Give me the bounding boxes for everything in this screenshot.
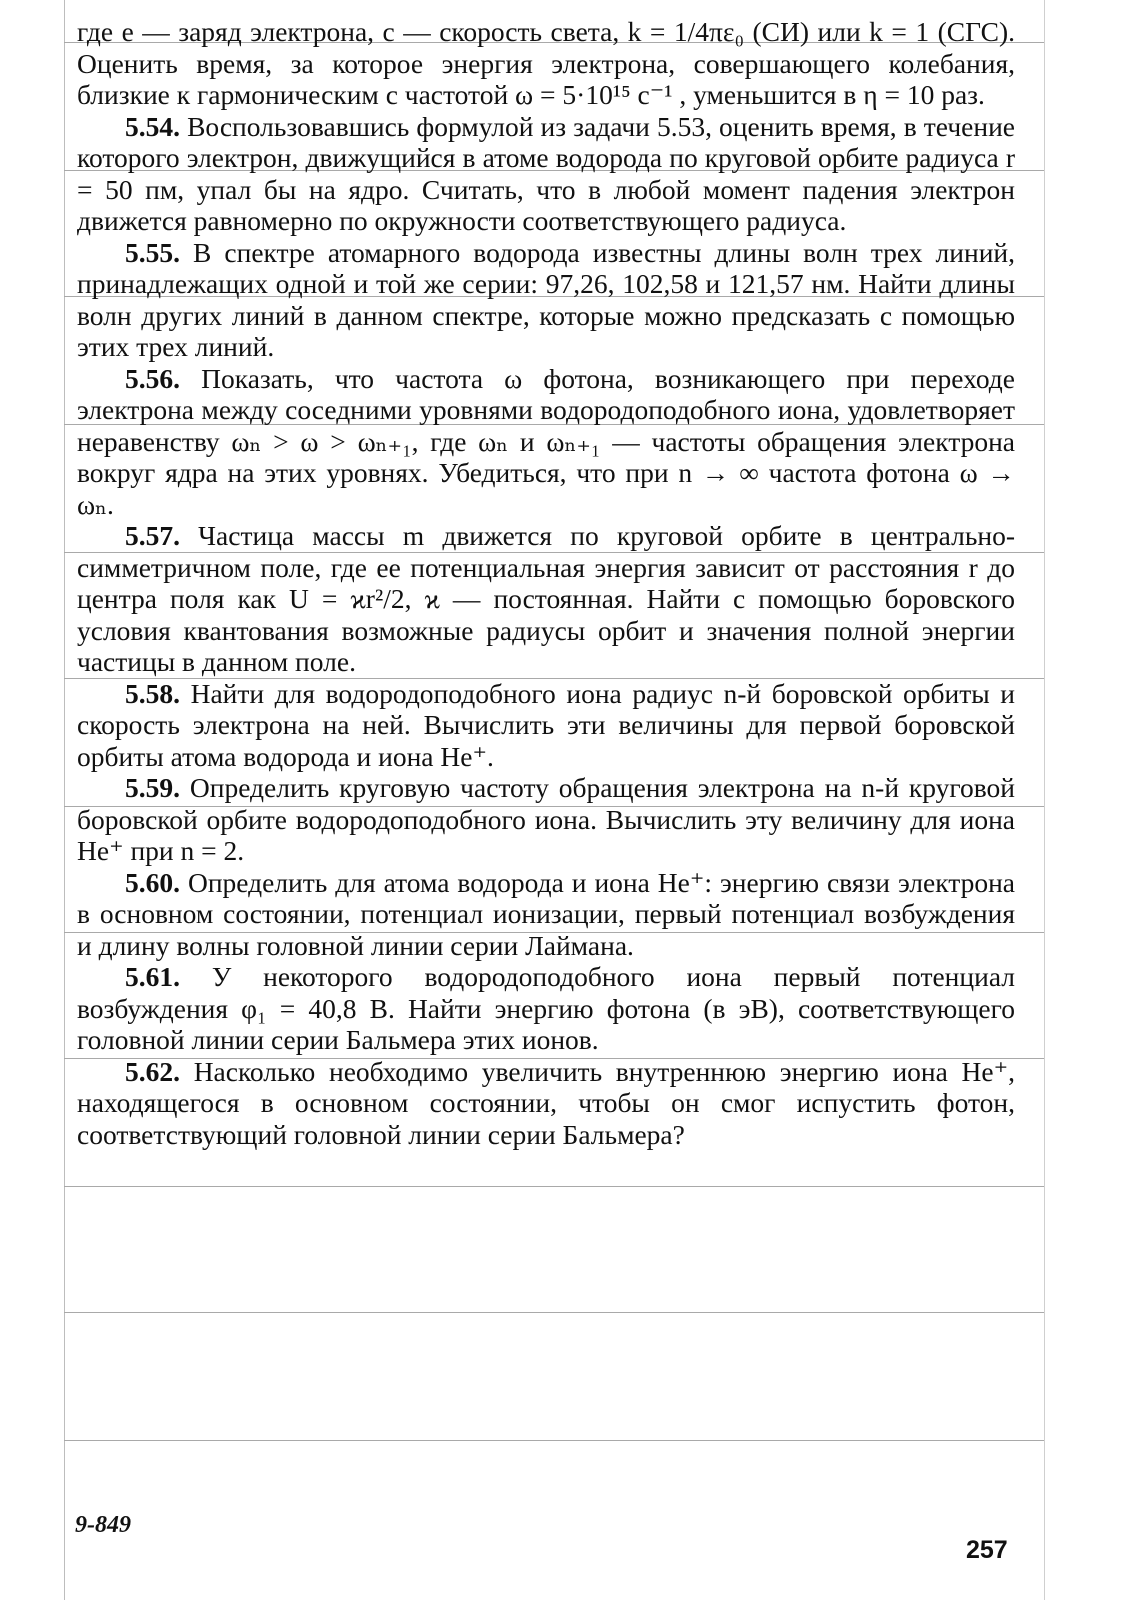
problem-text: Показать, что частота ω фотона, возникающего при переходе электрона между соседними уровнями водородоподобного иона, удовлетворяет неравенству ωₙ > ω > ωₙ₊₁, где ωₙ и ωₙ₊₁ — частоты обращения электрона вокруг ядра на этих уровнях. Убедиться, что при n → ∞ частота фотона ω → ωₙ. bbox=[77, 362, 1016, 520]
problem-text: Определить для атома водорода и иона He⁺: энергию связи электрона в основном состоянии, потенциал ионизации, первый потенциал возбуждения и длину волны головной линии серии Лаймана. bbox=[77, 866, 1015, 961]
page-right-edge bbox=[1044, 0, 1045, 1600]
problem-paragraph bbox=[77, 363, 1015, 521]
problem-text: В спектре атомарного водорода известны длины волн трех линий, принадлежащих одной и той же серии: 97,26, 102,58 и 121,57 нм. Найти длины волн других линий в данном спектре, которые можно предсказать с помощью этих трех линий. bbox=[77, 236, 1015, 362]
problem-number: 5.58. bbox=[125, 677, 180, 709]
problem-number: 5.55. bbox=[125, 236, 180, 268]
problem-text: Определить круговую частоту обращения электрона на n-й круговой боровской орбите водородоподобного иона. Вычислить эту величину для иона He⁺ при n = 2. bbox=[77, 772, 1016, 866]
problem-number: 5.62. bbox=[125, 1055, 180, 1087]
problem-number: 5.54. bbox=[125, 110, 180, 142]
problem-text: Воспользовавшись формулой из задачи 5.53, оценить время, в течение которого электрон, движущийся в атоме водорода по круговой орбите радиуса r = 50 пм, упал бы на ядро. Считать, что в любой момент падения электрон движется равномерно по окружности соответствующего радиуса. bbox=[77, 110, 1015, 236]
problem-list bbox=[77, 111, 1015, 1151]
problem-text: Насколько необходимо увеличить внутреннюю энергию иона He⁺, находящегося в основном состоянии, чтобы он смог испустить фотон, соответствующий головной линии серии Бальмера? bbox=[77, 1055, 1015, 1150]
handwritten-note: 9-849 bbox=[75, 1512, 131, 1538]
problem-number: 5.60. bbox=[125, 866, 180, 898]
problem-paragraph bbox=[77, 1056, 1015, 1151]
page-number: 257 bbox=[966, 1536, 1008, 1564]
intro-paragraph: где e — заряд электрона, c — скорость света, k = 1/4πε₀ (СИ) или k = 1 (СГС). Оценить время, за которое энергия электрона, совершающего колебания, близкие к гармоническим с частотой ω = 5·10¹⁵ с⁻¹ , уменьшится в η = 10 раз. bbox=[77, 16, 1015, 110]
problem-number: 5.61. bbox=[125, 961, 180, 992]
scan-line bbox=[64, 1186, 1044, 1187]
problem-number: 5.56. bbox=[125, 362, 180, 394]
problem-paragraph bbox=[77, 867, 1015, 962]
problem-number: 5.57. bbox=[125, 520, 180, 551]
problem-text: Частица массы m движется по круговой орбите в центрально-симметричном поле, где ее потенциальная энергия зависит от расстояния r до центра поля как U = ϰr²/2, ϰ — постоянная. Найти с помощью боровского условия квантования возможные радиусы орбит и значения полной энергии частицы в данном поле. bbox=[77, 520, 1015, 677]
problem-paragraph bbox=[77, 772, 1015, 867]
problem-paragraph bbox=[77, 961, 1015, 1056]
problem-paragraph bbox=[77, 520, 1015, 678]
problem-text: У некоторого водородоподобного иона первый потенциал возбуждения φ₁ = 40,8 В. Найти энергию фотона (в эВ), соответствующего головной линии серии Бальмера этих ионов. bbox=[77, 961, 1015, 1055]
scan-line bbox=[64, 1440, 1044, 1441]
problem-paragraph bbox=[77, 237, 1015, 363]
problem-paragraph bbox=[77, 111, 1015, 237]
scan-line bbox=[64, 1312, 1044, 1313]
page-left-edge bbox=[64, 0, 65, 1600]
problem-number: 5.59. bbox=[125, 772, 180, 803]
problem-paragraph bbox=[77, 678, 1015, 773]
problem-text: Найти для водородоподобного иона радиус n-й боровской орбиты и скорость электрона на ней. Вычислить эти величины для первой боровской орбиты атома водорода и иона He⁺. bbox=[77, 677, 1015, 772]
page-text bbox=[77, 16, 1015, 1150]
